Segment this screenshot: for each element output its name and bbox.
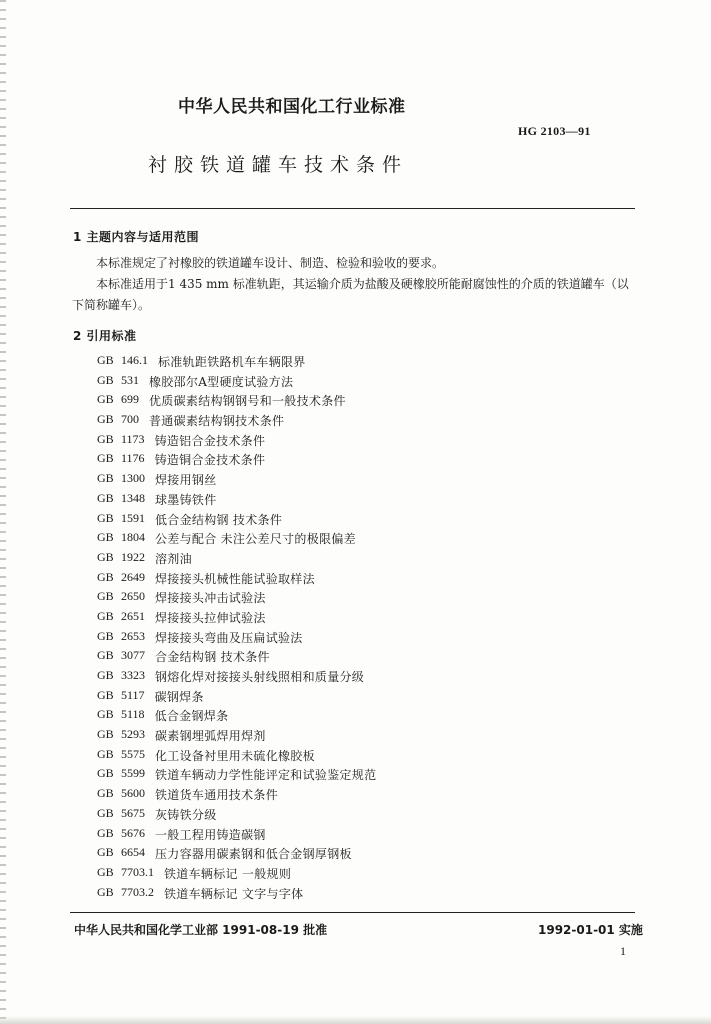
reference-item: [97, 451, 376, 471]
reference-title: 低合金结构钢 技术条件: [155, 512, 283, 527]
reference-title: 焊接用钢丝: [155, 473, 217, 488]
reference-item: [97, 491, 376, 511]
reference-number: 700: [121, 412, 139, 427]
reference-number: 146.1: [121, 353, 148, 367]
reference-title: 压力容器用碳素钢和低合金钢厚钢板: [155, 847, 352, 862]
reference-number: 2653: [121, 628, 145, 643]
reference-item: [97, 511, 376, 531]
reference-title: 铁道车辆标记 文字与字体: [164, 886, 304, 901]
reference-title: 低合金钢焊条: [154, 709, 229, 724]
reference-prefix: GB: [97, 727, 114, 742]
reference-item: [97, 471, 376, 491]
reference-prefix: GB: [97, 412, 114, 427]
reference-item: [97, 707, 376, 727]
reference-item: [97, 727, 376, 747]
reference-prefix: GB: [97, 392, 114, 407]
reference-item: [97, 550, 376, 570]
footer-divider: [70, 912, 635, 913]
reference-number: 1176: [121, 451, 145, 466]
reference-prefix: GB: [97, 530, 114, 545]
reference-title: 合金结构钢 技术条件: [155, 650, 270, 665]
reference-item: [97, 747, 376, 767]
reference-prefix: GB: [97, 549, 114, 564]
reference-title: 铁道车辆动力学性能评定和试验鉴定规范: [155, 768, 377, 783]
reference-title: 球墨铸铁件: [155, 492, 217, 507]
reference-item: [97, 530, 376, 550]
reference-number: 1591: [121, 510, 145, 525]
reference-title: 铁道车辆标记 一般规则: [164, 866, 292, 881]
implementation-date: 1992-01-01 实施: [538, 923, 643, 937]
reference-prefix: GB: [97, 431, 114, 446]
reference-prefix: GB: [97, 805, 114, 820]
approval-statement: 中华人民共和国化学工业部 1991-08-19 批准: [74, 923, 328, 937]
reference-prefix: GB: [97, 589, 114, 604]
reference-prefix: GB: [97, 451, 114, 466]
reference-title: 灰铸铁分级: [155, 807, 217, 822]
reference-item: [97, 412, 376, 432]
reference-prefix: GB: [97, 569, 114, 584]
reference-item: [97, 806, 376, 826]
reference-title: 铸造铝合金技术条件: [154, 433, 266, 448]
reference-prefix: GB: [97, 825, 114, 840]
reference-prefix: GB: [97, 490, 114, 505]
reference-title: 优质碳素结构钢钢号和一般技术条件: [149, 394, 346, 409]
reference-item: [97, 373, 376, 393]
section-heading-scope: 1 主题内容与适用范围: [73, 230, 200, 244]
reference-prefix: GB: [97, 707, 114, 722]
header-divider: [70, 208, 635, 209]
reference-prefix: GB: [97, 845, 114, 860]
reference-number: 7703.1: [121, 864, 154, 879]
reference-item: [97, 432, 376, 452]
reference-number: 3323: [121, 668, 145, 682]
reference-title: 化工设备衬里用未硫化橡胶板: [155, 748, 315, 763]
reference-number: 1922: [121, 549, 145, 564]
standard-code: HG 2103—91: [518, 124, 591, 138]
reference-prefix: GB: [97, 668, 114, 682]
reference-prefix: GB: [97, 884, 114, 899]
reference-prefix: GB: [97, 766, 114, 781]
reference-item: [97, 353, 376, 373]
scope-paragraph-2: 本标准适用于1 435 mm 标准轨距，其运输介质为盐酸及硬橡胶所能耐腐蚀性的介质的铁道罐车（以下简称罐车）。: [72, 277, 629, 312]
reference-title: 焊接接头拉伸试验法: [155, 610, 266, 625]
reference-prefix: GB: [97, 687, 114, 702]
reference-number: 1804: [121, 530, 145, 545]
reference-title: 碳钢焊条: [154, 689, 204, 704]
reference-prefix: GB: [97, 746, 114, 761]
scan-bottom-edge: [0, 1016, 711, 1024]
reference-item: [97, 688, 376, 708]
reference-prefix: GB: [97, 471, 114, 486]
reference-prefix: GB: [97, 608, 114, 623]
reference-title: 焊接接头机械性能试验取样法: [155, 571, 315, 586]
reference-number: 1173: [121, 431, 145, 446]
reference-item: [97, 570, 376, 590]
page-number: 1: [620, 944, 626, 958]
reference-number: 2651: [121, 608, 145, 623]
reference-number: 5676: [121, 825, 145, 840]
reference-prefix: GB: [97, 864, 114, 879]
reference-title: 碳素钢埋弧焊用焊剂: [155, 729, 266, 744]
reference-item: [97, 845, 376, 865]
reference-prefix: GB: [97, 786, 114, 801]
issuing-organization-title: 中华人民共和国化工行业标准: [178, 97, 406, 117]
reference-number: 531: [121, 372, 139, 387]
reference-number: 5675: [121, 805, 145, 820]
reference-prefix: GB: [97, 510, 114, 525]
reference-title: 焊接接头冲击试验法: [155, 591, 266, 606]
reference-item: [97, 589, 376, 609]
reference-number: 5117: [121, 687, 145, 702]
reference-number: 5575: [121, 746, 145, 761]
reference-title: 铸造铜合金技术条件: [154, 453, 266, 468]
reference-number: 3077: [121, 648, 145, 663]
reference-number: 1348: [121, 490, 145, 505]
reference-number: 2649: [121, 569, 145, 584]
binding-hole-marks: [0, 0, 6, 1024]
reference-item: [97, 885, 376, 905]
reference-item: [97, 668, 376, 688]
reference-item: [97, 766, 376, 786]
reference-prefix: GB: [97, 648, 114, 663]
reference-prefix: GB: [97, 372, 114, 387]
reference-item: [97, 786, 376, 806]
reference-title: 标准轨距铁路机车车辆限界: [158, 355, 306, 369]
reference-item: [97, 609, 376, 629]
reference-title: 一般工程用铸造碳钢: [155, 827, 266, 842]
reference-title: 铁道货车通用技术条件: [155, 788, 279, 803]
reference-item: [97, 629, 376, 649]
reference-number: 7703.2: [121, 884, 154, 899]
reference-prefix: GB: [97, 353, 114, 367]
reference-title: 钢熔化焊对接接头射线照相和质量分级: [155, 670, 365, 684]
reference-number: 5600: [121, 786, 145, 801]
reference-title: 溶剂油: [155, 551, 192, 566]
reference-prefix: GB: [97, 628, 114, 643]
reference-item: [97, 865, 376, 885]
section-heading-references: 2 引用标准: [73, 329, 137, 343]
reference-number: 1300: [121, 471, 145, 486]
reference-item: [97, 826, 376, 846]
reference-number: 2650: [121, 589, 145, 604]
reference-title: 公差与配合 未注公差尺寸的极限偏差: [155, 532, 356, 547]
reference-number: 5293: [121, 727, 145, 742]
reference-title: 焊接接头弯曲及压扁试验法: [155, 630, 303, 645]
reference-item: [97, 392, 376, 412]
reference-number: 5118: [121, 707, 145, 722]
normative-references-list: [97, 353, 376, 904]
reference-number: 6654: [121, 845, 145, 860]
reference-item: [97, 648, 376, 668]
reference-number: 699: [121, 392, 139, 407]
reference-title: 普通碳素结构钢技术条件: [149, 414, 285, 429]
reference-title: 橡胶邵尔A型硬度试验方法: [149, 374, 294, 389]
document-title: 衬胶铁道罐车技术条件: [148, 154, 409, 176]
reference-number: 5599: [121, 766, 145, 781]
scope-paragraph-1: 本标准规定了衬橡胶的铁道罐车设计、制造、检验和验收的要求。: [96, 256, 445, 270]
